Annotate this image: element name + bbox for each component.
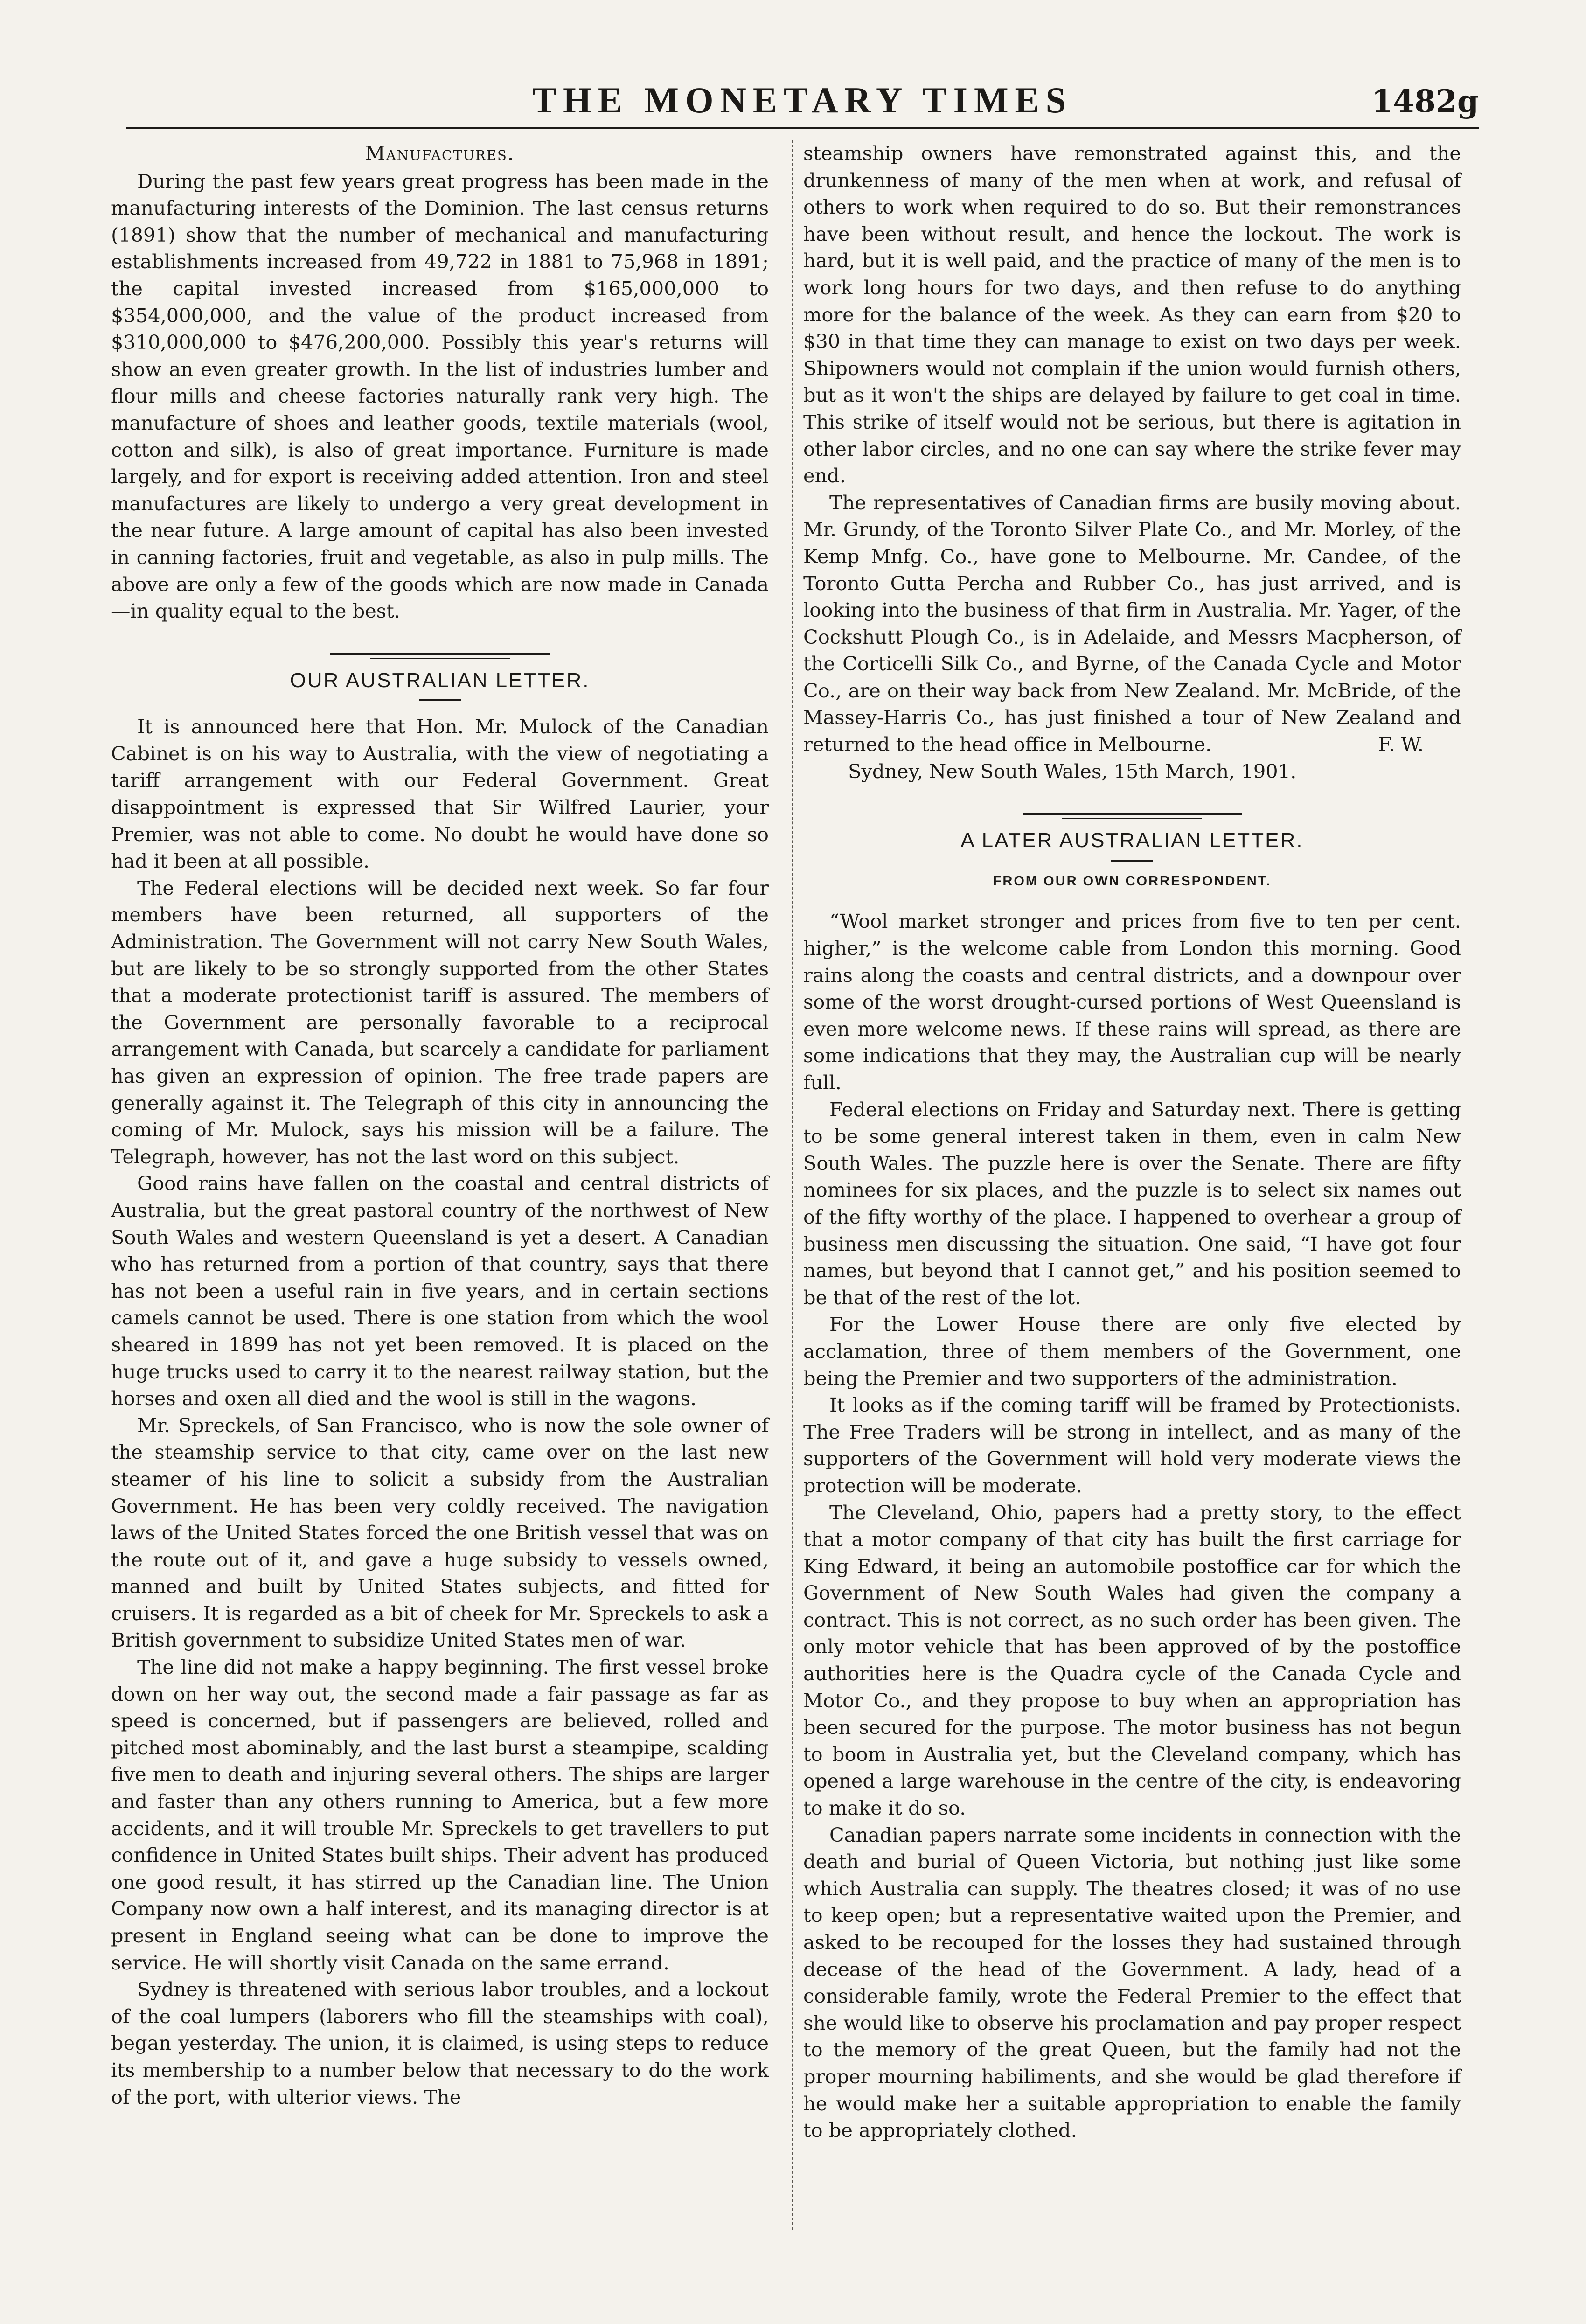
manufactures-heading: Manufactures. [365, 142, 515, 165]
heading-short-rule [1111, 860, 1153, 862]
article-paragraph: It looks as if the coming tariff will be framed by Protectionists. The Free Traders will be strong in intellect, and as many of the supporters of the Government will hold very moderate views the protection will be moderate. [803, 1393, 1461, 1497]
continued-paragraph: steamship owners have remonstrated against this, and the drunkenness of many of the men when at work, and refusal of others to work when required to do so. But their remonstrances have been without result, and hence the lockout. The work is hard, but it is well paid, and the practice of many of the men is to work long hours for two days, and then refuse to do anything more for the balance of the week. As they can earn from $20 to $30 in that time they can manage to exist on two days per week. Shipowners would not complain if the union would furnish others, but as it won't the ships are delayed by failure to get coal in time. This strike of itself would not be serious, but there is agitation in other labor circles, and no one can say where the strike fever may end. [803, 142, 1461, 487]
article-paragraph: Good rains have fallen on the coastal and central districts of Australia, but the great pastoral country of the northwest of New South Wales and western Queensland is yet a desert. A Canadian who has returned from a portion of that country, says that there has not been a useful rain in five years, and in certain sections camels cannot be used. There is one station from which the wool sheared in 1899 has not yet been removed. It is placed on the huge trucks used to carry it to the nearest railway station, but the horses and oxen all died and the wool is still in the wagons. [111, 1172, 769, 1410]
article-paragraph [803, 489, 1461, 758]
later-letter-heading: A LATER AUSTRALIAN LETTER. [960, 829, 1304, 852]
author-signature: F. W. [1378, 733, 1424, 756]
article-paragraph: Mr. Spreckels, of San Francisco, who is now the sole owner of the steamship service to that city, came over on the last new steamer of his line to solicit a subsidy from the Australian Government. He has been very coldly received. The navigation laws of the United States forced the one British vessel that was on the route out of it, and gave a huge subsidy to vessels owned, manned and built by United States subjects, and fitted for cruisers. It is regarded as a bit of cheek for Mr. Spreckels to ask a British government to subsidize United States men of war. [111, 1413, 769, 1652]
masthead: THE MONETARY TIMES [532, 80, 1072, 120]
article-paragraph: The Cleveland, Ohio, papers had a pretty story, to the effect that a motor company of that city has built the first carriage for King Edward, it being an automobile postoffice car for which the Government of New South Wales had given the company a contract. This is not correct, as no such order has been given. The only motor vehicle that has been approved of by the postoffice authorities here is the Quadra cycle of the Canada Cycle and Motor Co., and they propose to buy when an appropriation has been secured for the purpose. The motor business has not begun to boom in Australia yet, but the Cleveland company, which has opened a large warehouse in the centre of the city, is endeavoring to make it do so. [803, 1501, 1461, 1820]
dateline: Sydney, New South Wales, 15th March, 1901. [848, 759, 1297, 783]
header-rule-top [126, 127, 1479, 129]
article-paragraph: It is announced here that Hon. Mr. Mulock of the Canadian Cabinet is on his way to Australia, with the view of negotiating a tariff arrangement with our Federal Government. Great disappointment is expressed that Sir Wilfred Laurier, your Premier, was not able to come. No doubt he would have done so had it been at all possible. [111, 715, 769, 873]
article-paragraph: Sydney is threatened with serious labor troubles, and a lockout of the coal lumpers (laborers who fill the steamships with coal), began yesterday. The union, it is claimed, is using steps to reduce its membership to a number below that necessary to do the work of the port, with ulterior views. The [111, 1978, 769, 2108]
manufactures-paragraph: During the past few years great progress has been made in the manufacturing interests of the Dominion. The last census returns (1891) show that the number of mechanical and manufacturing establishments increased from 49,722 in 1881 to 75,968 in 1891; the capital invested increased from $165,000,000 to $354,000,000, and the value of the product increased from $310,000,000 to $476,200,000. Possibly this year's returns will show an even greater growth. In the list of industries lumber and flour mills and cheese factories naturally rank very high. The manufacture of shoes and leather goods, textile materials (wool, cotton and silk), is also of great importance. Furniture is made largely, and for export is receiving added attention. Iron and steel manufactures are likely to undergo a very great development in the near future. A large amount of capital has also been invested in canning factories, fruit and vegetable, as also in pulp mills. The above are only a few of the goods which are now made in Canada—in quality equal to the best. [111, 169, 769, 623]
correspondent-subheading: FROM OUR OWN CORRESPONDENT. [993, 873, 1272, 889]
left-column [111, 140, 769, 2110]
right-column [803, 140, 1461, 2144]
article-paragraph: Federal elections on Friday and Saturday next. There is getting to be some general interest taken in them, even in calm New South Wales. The puzzle here is over the Senate. There are fifty nominees for six places, and the puzzle is to select six names out of the fifty worthy of the place. I happened to overhear a group of business men discussing the situation. One said, “I have got four names, but beyond that I cannot get,” and his position seemed to be that of the rest of the lot. [803, 1098, 1461, 1309]
heading-short-rule [419, 699, 461, 701]
article-paragraph: The Federal elections will be decided next week. So far four members have been returned, all supporters of the Administration. The Government will not carry New South Wales, but are likely to be so strongly supported from the other States that a moderate protectionist tariff is assured. The members of the Government are personally favorable to a reciprocal arrangement with Canada, but scarcely a candidate for parliament has given an expression of opinion. The free trade papers are generally against it. The Telegraph of this city in announcing the coming of Mr. Mulock, says his mission will be a failure. The Telegraph, however, has not the last word on this subject. [111, 876, 769, 1168]
article-paragraph: “Wool market stronger and prices from five to ten per cent. higher,” is the welcome cable from London this morning. Good rains along the coasts and central districts, and a downpour over some of the worst drought-cursed portions of West Queensland is even more welcome news. If these rains will spread, as there are some indications that they may, the Australian cup will be nearly full. [803, 910, 1461, 1094]
article-paragraph: For the Lower House there are only five elected by acclamation, three of them members of the Government, one being the Premier and two supporters of the administration. [803, 1313, 1461, 1390]
representatives-text: The representatives of Canadian firms are busily moving about. Mr. Grundy, of the Toronto Silver Plate Co., and Mr. Morley, of the Kemp Mnfg. Co., have gone to Melbourne. Mr. Candee, of the Toronto Gutta Percha and Rubber Co., has just arrived, and is looking into the business of that firm in Australia. Mr. Yager, of the Cockshutt Plough Co., is in Adelaide, and Messrs Macpherson, of the Corticelli Silk Co., and Byrne, of the Canada Cycle and Motor Co., are on their way back from New Zealand. Mr. McBride, of the Massey-Harris Co., has just finished a tour of New Zealand and returned to the head office in Melbourne. [803, 491, 1461, 756]
page-header [126, 75, 1479, 126]
section-ornament-rule [330, 653, 550, 659]
page-number: 1482g [1371, 83, 1479, 119]
column-divider [792, 140, 793, 2230]
section-ornament-rule [1023, 813, 1242, 819]
australian-letter-heading: OUR AUSTRALIAN LETTER. [290, 668, 590, 692]
article-paragraph: Canadian papers narrate some incidents in connection with the death and burial of Queen Victoria, but nothing just like some which Australia can supply. The theatres closed; it was of no use to keep open; but a representative waited upon the Premier, and asked to be recouped for the losses they had sustained through decease of the head of the Government. A lady, head of a considerable family, wrote the Federal Premier to the effect that she would like to observe his proclamation and pay proper respect to the memory of the great Queen, but the family had not the proper mourning habiliments, and she would be glad therefore if he would make her a suitable appropriation to enable the family to be appropriately clothed. [803, 1823, 1461, 2142]
article-paragraph: The line did not make a happy beginning. The first vessel broke down on her way out, the second made a fair passage as far as speed is concerned, but if passengers are believed, rolled and pitched most abominably, and the last burst a steampipe, scalding five men to death and injuring several others. The ships are larger and faster than any others running to America, but a few more accidents, and it will trouble Mr. Spreckels to get travellers to put confidence in United States built ships. Their advent has produced one good result, it has stirred up the Canadian line. The Union Company now own a half interest, and its managing director is at present in England seeing what can be done to improve the service. He will shortly visit Canada on the same errand. [111, 1656, 769, 1974]
